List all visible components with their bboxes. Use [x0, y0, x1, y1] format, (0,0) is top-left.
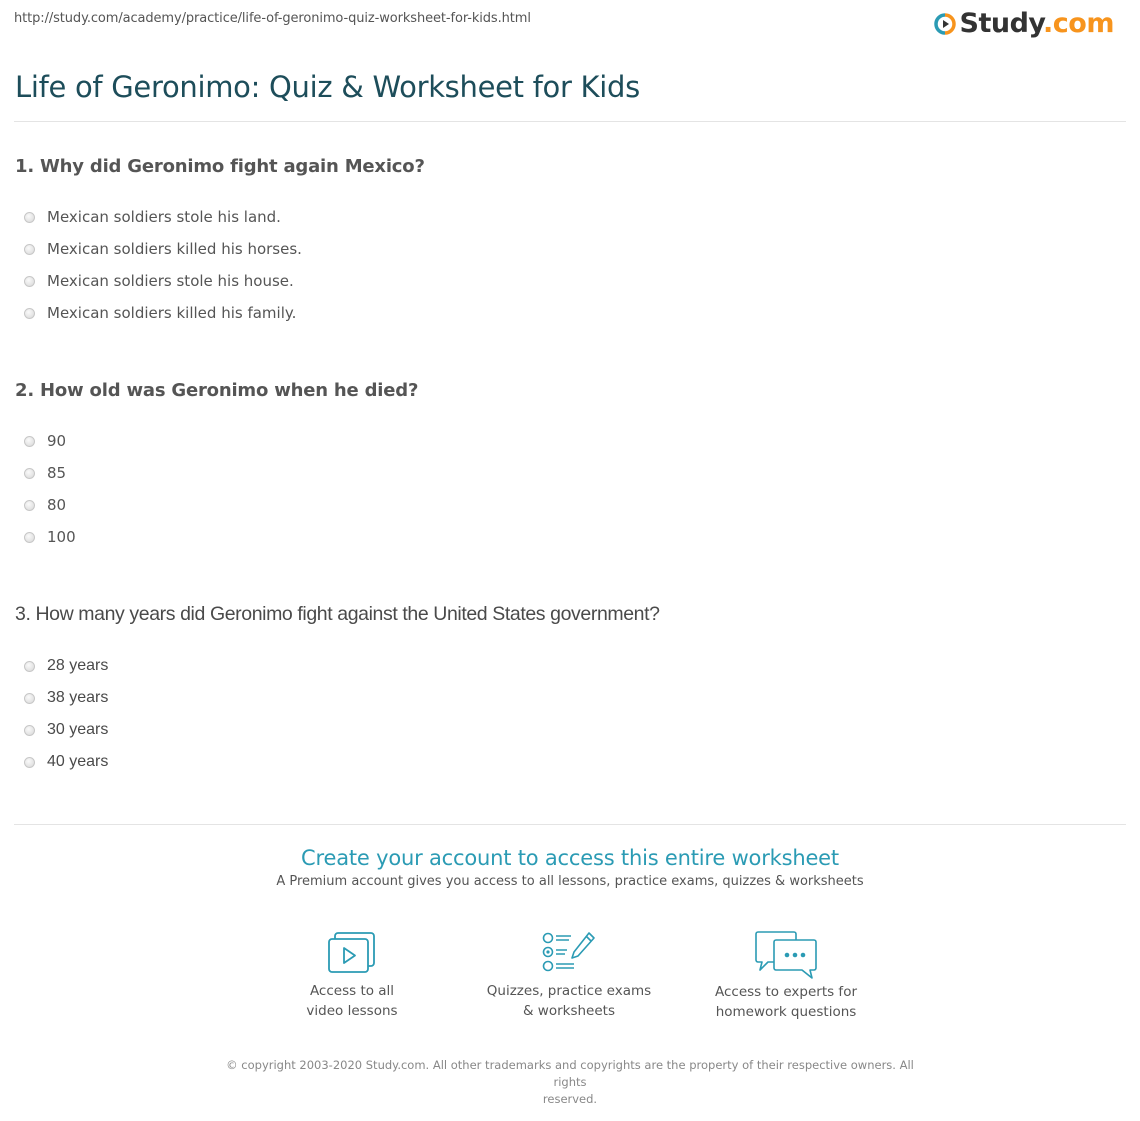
option-label: Mexican soldiers stole his house.	[47, 272, 294, 290]
premium-features	[0, 930, 1140, 1030]
feature-label-line1: Access to all	[309, 983, 395, 999]
page-title: Life of Geronimo: Quiz & Worksheet for Kids	[15, 70, 640, 104]
option-label: Mexican soldiers killed his horses.	[47, 240, 302, 258]
option-label: 30 years	[47, 721, 109, 738]
cta-divider	[14, 824, 1126, 825]
answer-option[interactable]	[15, 517, 418, 557]
radio-button[interactable]	[24, 308, 35, 319]
option-label: 100	[47, 528, 76, 546]
feature-label-line2: homework questions	[715, 1004, 857, 1020]
radio-button[interactable]	[24, 244, 35, 255]
radio-button[interactable]	[24, 436, 35, 447]
radio-button[interactable]	[24, 661, 35, 672]
answer-option[interactable]	[15, 293, 425, 333]
feature-label-line1: Quizzes, practice exams	[486, 983, 652, 999]
answer-options	[15, 646, 660, 782]
option-label: Mexican soldiers killed his family.	[47, 304, 297, 322]
question-2	[15, 380, 418, 557]
cta-title-link[interactable]: Create your account to access this entire worksheet	[301, 846, 839, 870]
option-label: Mexican soldiers stole his land.	[47, 208, 281, 226]
radio-button[interactable]	[24, 500, 35, 511]
answer-options	[15, 421, 418, 557]
answer-option[interactable]	[15, 742, 660, 782]
feature-quizzes	[469, 930, 669, 1021]
radio-button[interactable]	[24, 693, 35, 704]
radio-button[interactable]	[24, 276, 35, 287]
option-label: 85	[47, 464, 67, 482]
feature-label-line2: & worksheets	[522, 1003, 615, 1019]
feature-label-line1: Access to experts for	[714, 984, 857, 1000]
question-3	[15, 603, 660, 782]
radio-button[interactable]	[24, 725, 35, 736]
radio-button[interactable]	[24, 757, 35, 768]
logo-wordmark: Study.com	[959, 8, 1114, 39]
option-label: 38 years	[47, 689, 109, 706]
question-1	[15, 156, 425, 333]
option-label: 28 years	[47, 657, 109, 674]
option-label: 80	[47, 496, 67, 514]
copyright-notice	[215, 1057, 925, 1108]
feature-label-line2: video lessons	[306, 1003, 398, 1019]
answer-options	[15, 197, 425, 333]
study-logo[interactable]	[934, 8, 1114, 40]
question-text: 1. Why did Geronimo fight again Mexico?	[15, 156, 425, 177]
logo-play-icon	[934, 13, 956, 35]
page-url: http://study.com/academy/practice/life-of-geronimo-quiz-worksheet-for-kids.html	[14, 11, 531, 26]
radio-button[interactable]	[24, 212, 35, 223]
feature-experts	[686, 930, 886, 1022]
question-text: 3. How many years did Geronimo fight against the United States government?	[15, 603, 660, 625]
feature-video-lessons	[252, 930, 452, 1021]
option-label: 40 years	[47, 753, 109, 770]
video-lessons-icon	[326, 930, 378, 974]
option-label: 90	[47, 432, 67, 450]
signup-cta	[0, 846, 1140, 889]
cta-subtitle: A Premium account gives you access to all lessons, practice exams, quizzes & worksheets	[276, 874, 864, 889]
chat-bubbles-icon	[754, 930, 818, 980]
copyright-line2: reserved.	[542, 1092, 598, 1106]
question-text: 2. How old was Geronimo when he died?	[15, 380, 419, 401]
copyright-line1: © copyright 2003-2020 Study.com. All other trademarks and copyrights are the property of their respective owners. All rights	[226, 1058, 914, 1089]
title-divider	[14, 121, 1126, 122]
quiz-checklist-icon	[541, 930, 597, 974]
radio-button[interactable]	[24, 532, 35, 543]
radio-button[interactable]	[24, 468, 35, 479]
